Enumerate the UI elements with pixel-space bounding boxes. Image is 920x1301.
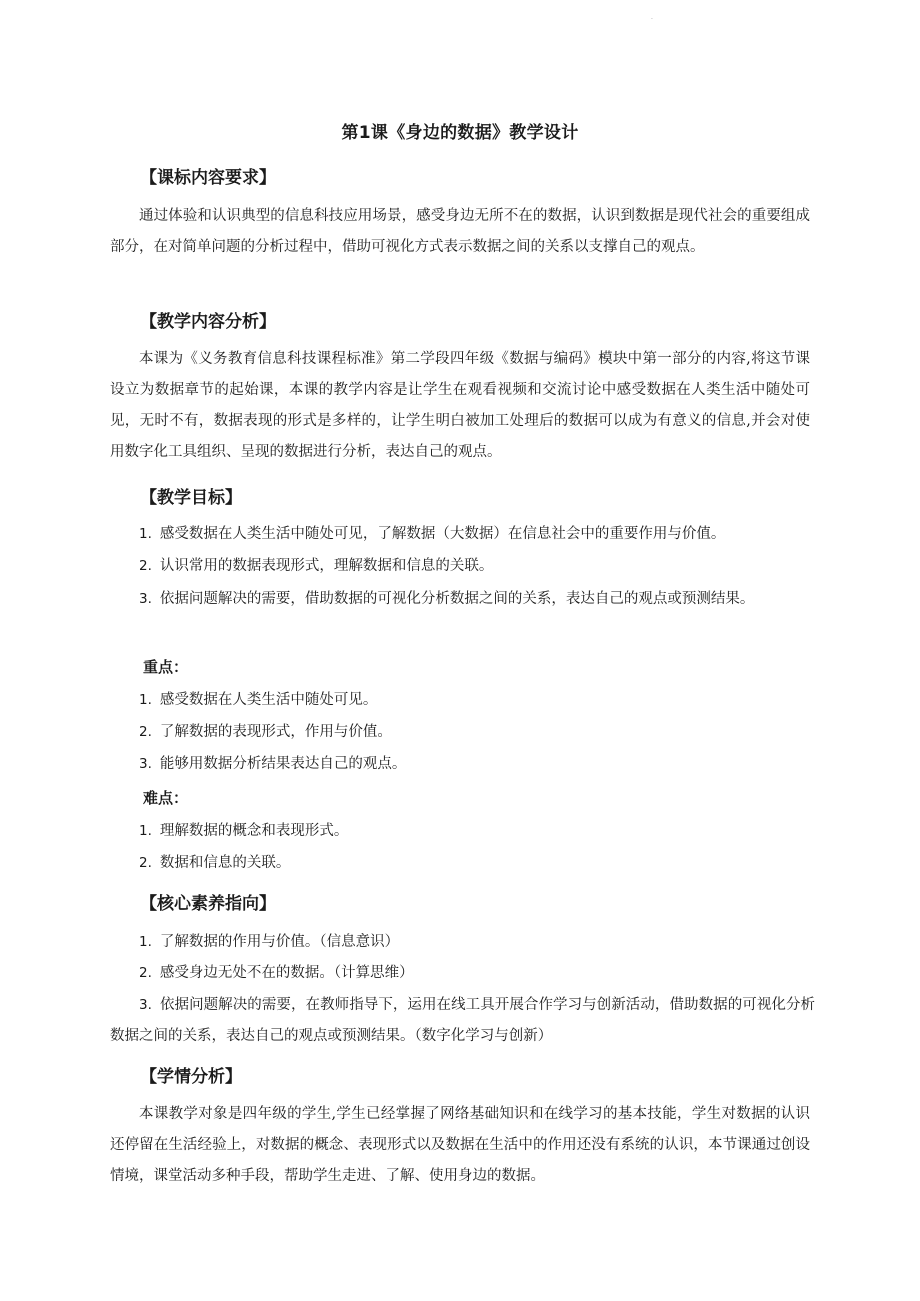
paragraph-learner-analysis: 本课教学对象是四年级的学生,学生已经掌握了网络基础知识和在线学习的基本技能，学生对数据的认识还停留在生活经验上，对数据的概念、表现形式以及数据在生活中的作用还没有系统的认识，本节课通过创设情境，课堂活动多种手段，帮助学生走进、了解、使用身边的数据。: [110, 1106, 810, 1184]
list-text: 感受数据在人类生活中随处可见。: [159, 692, 378, 708]
list-text: 理解数据的概念和表现形式。: [159, 823, 349, 839]
heading-difficulties: 难点：: [143, 789, 189, 807]
corner-mark: ·: [651, 16, 653, 23]
heading-standards: 【课标内容要求】: [140, 168, 276, 188]
list-text: 了解数据的作用与价值。（信息意识）: [159, 934, 400, 950]
document-title: 第1课《身边的数据》教学设计: [341, 123, 579, 143]
list-item: [110, 584, 815, 615]
list-number: 1.: [139, 692, 152, 708]
list-number: 2.: [139, 855, 152, 871]
heading-key-points: 重点：: [143, 658, 189, 676]
list-text: 感受身边无处不在的数据。（计算思维）: [159, 965, 414, 981]
list-number: 1.: [139, 934, 152, 950]
list-item: [139, 717, 814, 748]
list-text: 依据问题解决的需要，在教师指导下，运用在线工具开展合作学习与创新活动，借助数据的可视化分析数据之间的关系，表达自己的观点或预测结果。（数字化学习与创新）: [110, 997, 815, 1044]
list-item: [139, 927, 814, 958]
list-text: 能够用数据分析结果表达自己的观点。: [159, 756, 407, 772]
list-text: 认识常用的数据表现形式，理解数据和信息的关联。: [159, 558, 494, 574]
list-number: 1.: [139, 823, 152, 839]
list-number: 3.: [139, 997, 152, 1013]
paragraph-standards: 通过体验和认识典型的信息科技应用场景，感受身边无所不在的数据，认识到数据是现代社会的重要组成部分，在对简单问题的分析过程中，借助可视化方式表示数据之间的关系以支撑自己的观点。: [110, 208, 810, 255]
paragraph-content-analysis: 本课为《义务教育信息科技课程标准》第二学段四年级《数据与编码》模块中第一部分的内容,将这节课设立为数据章节的起始课，本课的教学内容是让学生在观看视频和交流讨论中感受数据在人类生活中随处可见，无时不有，数据表现的形式是多样的，让学生明白被加工处理后的数据可以成为有意义的信息,并会对使用数字化工具组织、呈现的数据进行分析，表达自己的观点。: [110, 351, 810, 460]
list-item: [110, 990, 815, 1052]
list-item: [139, 958, 814, 989]
list-number: 2.: [139, 965, 152, 981]
list-item: [139, 816, 814, 847]
list-number: 2.: [139, 558, 152, 574]
list-item: [139, 685, 814, 716]
list-text: 数据和信息的关联。: [159, 855, 291, 871]
list-item: [139, 848, 814, 879]
list-number: 3.: [139, 756, 152, 772]
list-text: 依据问题解决的需要，借助数据的可视化分析数据之间的关系，表达自己的观点或预测结果。: [159, 591, 755, 607]
list-item: [139, 749, 814, 780]
heading-content-analysis: 【教学内容分析】: [140, 312, 276, 332]
heading-objectives: 【教学目标】: [140, 488, 242, 508]
heading-literacy: 【核心素养指向】: [140, 894, 276, 914]
heading-learner-analysis: 【学情分析】: [140, 1067, 242, 1087]
list-number: 3.: [139, 591, 152, 607]
list-item: [139, 519, 814, 550]
list-text: 感受数据在人类生活中随处可见，了解数据（大数据）在信息社会中的重要作用与价值。: [159, 526, 726, 542]
list-item: [139, 551, 814, 582]
list-text: 了解数据的表现形式，作用与价值。: [159, 724, 392, 740]
list-number: 1.: [139, 526, 152, 542]
list-number: 2.: [139, 724, 152, 740]
